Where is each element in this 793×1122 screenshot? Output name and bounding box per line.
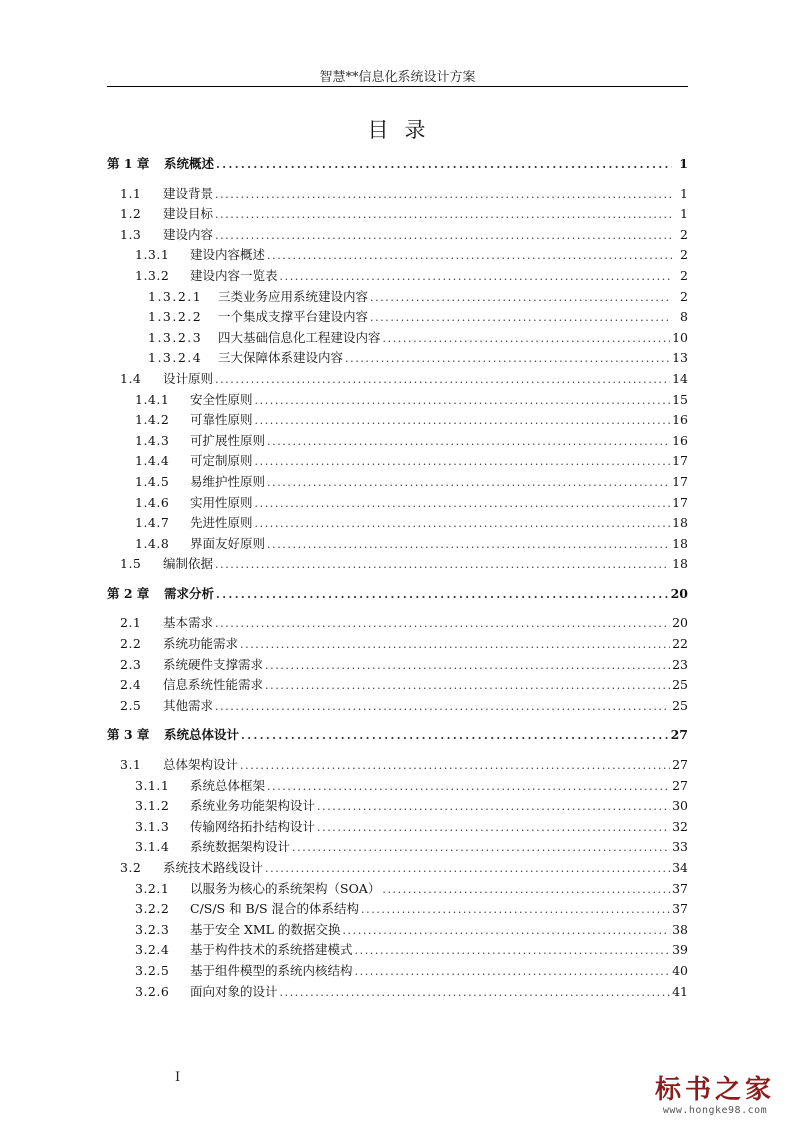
toc-entry-label: 编制依据 (163, 556, 214, 572)
toc-entry-label: 可靠性原则 (190, 412, 253, 428)
toc-entry-label: 实用性原则 (190, 494, 253, 510)
dot-leader (267, 777, 670, 797)
toc-entry[interactable] (107, 858, 688, 879)
toc-entry[interactable] (107, 634, 688, 655)
toc-entry[interactable] (107, 554, 688, 575)
toc-entry[interactable] (107, 961, 688, 982)
dot-leader (255, 494, 671, 514)
dot-leader (215, 185, 672, 205)
toc-entry-label: 建设内容概述 (190, 247, 266, 263)
dot-leader (241, 726, 669, 746)
toc-entry-page: 20 (672, 615, 688, 631)
toc-entry-page: 27 (672, 777, 688, 793)
toc-entry-page: 27 (670, 727, 688, 743)
dot-leader (215, 370, 670, 390)
toc-entry-page: 2 (680, 288, 688, 304)
toc-entry-label: 系统总体框架 (190, 777, 266, 793)
toc-entry[interactable] (107, 328, 688, 349)
chapter-spacer (107, 604, 688, 613)
toc-entry-number: 3.1.2 (135, 798, 170, 814)
toc-entry-page: 17 (672, 473, 688, 489)
toc-entry[interactable] (107, 410, 688, 431)
toc-entry-number: 1.3 (120, 226, 142, 242)
dot-leader (255, 391, 671, 411)
dot-leader (370, 308, 672, 328)
toc-entry-number: 3.2.2 (135, 901, 170, 917)
toc-entry-label: 系统总体设计 (164, 727, 240, 743)
toc-entry-number: 1.4.1 (135, 391, 170, 407)
toc-entry-page: 13 (672, 350, 688, 366)
toc-entry-label: 系统硬件支撑需求 (163, 656, 264, 672)
toc-entry[interactable] (107, 776, 688, 797)
toc-entry-label: 建设目标 (163, 206, 214, 222)
dot-leader (267, 432, 670, 452)
toc-entry[interactable] (107, 513, 688, 534)
toc-entry-label: 安全性原则 (190, 391, 253, 407)
toc-entry-label: 建设内容 (163, 226, 214, 242)
toc-entry-page: 30 (672, 798, 688, 814)
toc-entry[interactable] (107, 696, 688, 717)
dot-leader (215, 697, 670, 717)
toc-entry[interactable] (107, 287, 688, 308)
toc-entry-page: 33 (672, 839, 688, 855)
dot-leader (267, 535, 670, 555)
toc-entry-number: 1.4.3 (135, 432, 170, 448)
toc-entry-label: 其他需求 (163, 697, 214, 713)
toc-entry[interactable] (107, 245, 688, 266)
toc-title: 目录 (367, 118, 442, 142)
toc-entry-label: 易维护性原则 (190, 473, 266, 489)
toc-entry-page: 38 (672, 921, 688, 937)
toc-entry-label: 系统业务功能架构设计 (190, 798, 316, 814)
toc-entry-label: 系统概述 (164, 156, 215, 171)
dot-leader (267, 246, 672, 266)
dot-leader (317, 797, 670, 817)
toc-entry-page: 37 (672, 901, 688, 917)
toc-entry-number: 3.1 (120, 757, 142, 773)
toc-entry[interactable] (107, 369, 688, 390)
page-number: I (175, 1070, 181, 1085)
toc-entry-number: 1.3.2.2 (148, 309, 203, 325)
toc-entry-label: 需求分析 (164, 585, 215, 601)
dot-leader (355, 941, 671, 961)
toc-entry-page: 25 (672, 697, 688, 713)
toc-entry-label: 系统技术路线设计 (163, 860, 264, 875)
toc-entry-page: 15 (672, 391, 688, 407)
toc-entry-page: 34 (672, 860, 688, 875)
toc-entry-label: 一个集成支撑平台建设内容 (218, 309, 369, 325)
toc-entry[interactable] (107, 655, 688, 676)
toc-entry[interactable] (107, 307, 688, 328)
dot-leader (255, 411, 671, 431)
toc-entry-number: 2.4 (120, 677, 142, 693)
chapter-spacer (107, 746, 688, 755)
dot-leader (216, 585, 669, 605)
toc-entry[interactable] (107, 534, 688, 555)
dot-leader (255, 514, 671, 534)
toc-entry-page: 14 (672, 370, 688, 386)
toc-entry-label: 以服务为核心的系统架构（SOA） (190, 880, 381, 896)
table-of-contents (107, 154, 688, 1002)
running-header: 智慧**信息化系统设计方案 (319, 70, 476, 85)
dot-leader (215, 614, 670, 634)
toc-entry[interactable] (107, 837, 688, 858)
toc-entry-label: 建设内容一览表 (190, 267, 278, 283)
toc-entry-number: 1.4.4 (135, 453, 170, 469)
toc-entry-number: 3.2.3 (135, 921, 170, 937)
toc-entry-label: C/S/S 和 B/S 混合的体系结构 (190, 901, 359, 917)
toc-entry-label: 基于构件技术的系统搭建模式 (190, 942, 353, 958)
toc-entry-page: 17 (672, 453, 688, 469)
toc-entry[interactable] (107, 899, 688, 920)
dot-leader (345, 349, 670, 369)
toc-entry-number: 3.1.3 (135, 818, 170, 834)
dot-leader (267, 473, 670, 493)
dot-leader (265, 859, 670, 879)
dot-leader (216, 155, 672, 175)
dot-leader (382, 880, 670, 900)
toc-entry[interactable] (107, 613, 688, 634)
toc-entry-label: 信息系统性能需求 (163, 677, 264, 693)
toc-entry[interactable] (107, 755, 688, 776)
toc-entry-number: 3.2 (120, 860, 142, 875)
toc-entry-label: 先进性原则 (190, 515, 253, 531)
toc-entry-label: 设计原则 (163, 370, 214, 386)
toc-entry-label: 总体架构设计 (163, 757, 239, 773)
toc-entry-label: 三大保障体系建设内容 (218, 350, 344, 366)
toc-entry-page: 27 (672, 757, 688, 773)
toc-entry-page: 32 (672, 818, 688, 834)
toc-entry-page: 1 (680, 206, 688, 222)
toc-entry-label: 界面友好原则 (190, 535, 266, 551)
toc-entry-page: 2 (680, 267, 688, 283)
toc-entry-number: 1.4 (120, 370, 142, 386)
toc-entry[interactable] (107, 451, 688, 472)
toc-entry[interactable] (107, 390, 688, 411)
dot-leader (280, 983, 671, 1003)
toc-entry-page: 18 (672, 556, 688, 572)
toc-entry-page: 2 (680, 226, 688, 242)
toc-entry-number: 3.1.4 (135, 839, 170, 855)
dot-leader (255, 452, 671, 472)
toc-entry-page: 18 (672, 535, 688, 551)
toc-chapter[interactable] (107, 154, 688, 175)
toc-entry-number: 3.2.4 (135, 942, 170, 958)
toc-entry-number: 1.4.8 (135, 535, 170, 551)
dot-leader (265, 656, 670, 676)
toc-entry-page: 1 (679, 156, 688, 171)
toc-entry-page: 18 (672, 515, 688, 531)
toc-entry-number: 1.4.6 (135, 494, 170, 510)
toc-entry[interactable] (107, 796, 688, 817)
dot-leader (265, 676, 670, 696)
toc-entry-number: 3.1.1 (135, 777, 170, 793)
toc-entry-number: 2.2 (120, 636, 142, 652)
toc-entry-page: 2 (680, 247, 688, 263)
toc-entry-number: 1.4.2 (135, 412, 170, 428)
toc-entry-number: 1.5 (120, 556, 142, 572)
toc-entry[interactable] (107, 204, 688, 225)
dot-leader (317, 818, 670, 838)
toc-entry-label: 可定制原则 (190, 453, 253, 469)
toc-entry-page: 20 (670, 585, 688, 601)
toc-entry-label: 基于组件模型的系统内核结构 (190, 962, 353, 978)
toc-entry-number: 1.4.5 (135, 473, 170, 489)
toc-entry-page: 16 (672, 432, 688, 448)
dot-leader (383, 329, 671, 349)
header-rule (107, 86, 688, 87)
toc-entry-page: 10 (672, 329, 688, 345)
toc-entry-page: 17 (672, 494, 688, 510)
chapter-spacer (107, 175, 688, 184)
toc-entry-page: 39 (672, 942, 688, 958)
toc-entry-page: 22 (672, 636, 688, 652)
toc-entry-label: 基于安全 XML 的数据交换 (190, 921, 341, 937)
toc-entry-page: 23 (672, 656, 688, 672)
toc-entry-number: 3.2.1 (135, 880, 170, 896)
dot-leader (370, 288, 672, 308)
toc-entry-page: 37 (672, 880, 688, 896)
dot-leader (355, 962, 671, 982)
dot-leader (215, 226, 672, 246)
toc-entry[interactable] (107, 266, 688, 287)
watermark-url: www.hongke98.com (662, 1105, 768, 1116)
watermark-brand: 标书之家 (654, 1075, 775, 1105)
toc-entry-label: 基本需求 (163, 615, 214, 631)
toc-entry-page: 40 (672, 962, 688, 978)
toc-entry-number: 1.3.2.4 (148, 350, 203, 366)
toc-entry-label: 建设背景 (163, 185, 214, 201)
watermark-logo (649, 1075, 781, 1116)
dot-leader (292, 838, 670, 858)
toc-entry-number: 第 1 章 (107, 156, 150, 171)
toc-entry-number: 1.1 (120, 185, 142, 201)
toc-entry[interactable] (107, 493, 688, 514)
toc-chapter[interactable] (107, 725, 688, 746)
dot-leader (342, 921, 670, 941)
toc-entry[interactable] (107, 184, 688, 205)
toc-entry[interactable] (107, 879, 688, 900)
toc-entry-page: 41 (672, 983, 688, 999)
toc-entry-label: 传输网络拓扑结构设计 (190, 818, 316, 834)
toc-entry-number: 2.1 (120, 615, 142, 631)
toc-entry-label: 四大基础信息化工程建设内容 (218, 329, 381, 345)
toc-entry-number: 1.3.2.1 (148, 288, 203, 304)
toc-entry[interactable] (107, 982, 688, 1003)
toc-entry[interactable] (107, 225, 688, 246)
chapter-spacer (107, 575, 688, 584)
toc-entry-label: 面向对象的设计 (190, 983, 278, 999)
toc-entry-label: 系统功能需求 (163, 636, 239, 652)
toc-entry-number: 1.3.2.3 (148, 329, 203, 345)
toc-entry-number: 第 2 章 (107, 585, 150, 601)
dot-leader (215, 555, 670, 575)
toc-entry[interactable] (107, 431, 688, 452)
toc-entry-number: 3.2.5 (135, 962, 170, 978)
toc-entry-number: 1.3.2 (135, 267, 170, 283)
toc-entry-page: 25 (672, 677, 688, 693)
toc-entry-page: 1 (680, 185, 688, 201)
toc-entry-number: 3.2.6 (135, 983, 170, 999)
toc-chapter[interactable] (107, 584, 688, 605)
toc-entry-label: 系统数据架构设计 (190, 839, 291, 855)
toc-entry-number: 第 3 章 (107, 727, 150, 743)
toc-entry-number: 2.5 (120, 697, 142, 713)
toc-entry[interactable] (107, 348, 688, 369)
toc-entry-number: 2.3 (120, 656, 142, 672)
toc-entry-page: 16 (672, 412, 688, 428)
toc-entry[interactable] (107, 940, 688, 961)
toc-entry-label: 三类业务应用系统建设内容 (218, 288, 369, 304)
toc-entry-number: 1.3.1 (135, 247, 170, 263)
toc-entry[interactable] (107, 817, 688, 838)
dot-leader (280, 267, 672, 287)
toc-entry[interactable] (107, 675, 688, 696)
toc-entry-label: 可扩展性原则 (190, 432, 266, 448)
toc-entry-number: 1.4.7 (135, 515, 170, 531)
dot-leader (215, 205, 672, 225)
toc-entry[interactable] (107, 472, 688, 493)
dot-leader (361, 900, 670, 920)
toc-entry-page: 8 (680, 309, 688, 325)
dot-leader (240, 756, 670, 776)
toc-entry-number: 1.2 (120, 206, 142, 222)
toc-entry[interactable] (107, 920, 688, 941)
dot-leader (240, 635, 670, 655)
chapter-spacer (107, 716, 688, 725)
